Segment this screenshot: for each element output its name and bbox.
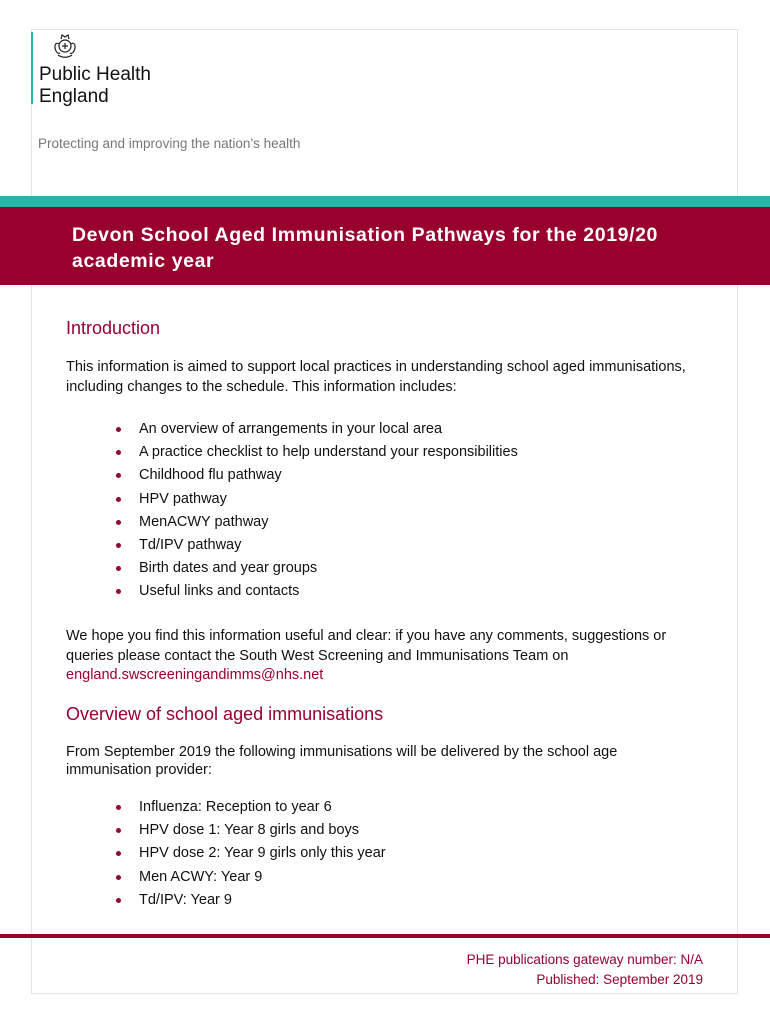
list-item: Td/IPV: Year 9 — [66, 889, 386, 912]
list-item: HPV pathway — [66, 488, 518, 511]
list-item: Childhood flu pathway — [66, 464, 518, 487]
org-name-line-2: England — [39, 86, 109, 107]
logo-accent-rule — [31, 32, 33, 104]
list-item: Men ACWY: Year 9 — [66, 866, 386, 889]
list-item: HPV dose 2: Year 9 girls only this year — [66, 842, 386, 865]
list-item: A practice checklist to help understand your responsibilities — [66, 441, 518, 464]
list-item: Birth dates and year groups — [66, 557, 518, 580]
contact-email-link[interactable]: england.swscreeningandimms@nhs.net — [66, 667, 324, 683]
introduction-list — [66, 418, 518, 604]
gateway-number: PHE publications gateway number: N/A — [466, 952, 703, 967]
list-item: Useful links and contacts — [66, 580, 518, 603]
list-item: Td/IPV pathway — [66, 534, 518, 557]
organisation-name — [39, 64, 151, 108]
list-item: An overview of arrangements in your local area — [66, 418, 518, 441]
overview-heading: Overview of school aged immunisations — [66, 704, 384, 724]
tagline: Protecting and improving the nation’s health — [38, 136, 301, 151]
teal-accent-bar — [0, 196, 770, 207]
list-item: Influenza: Reception to year 6 — [66, 796, 386, 819]
introduction-heading: Introduction — [66, 318, 161, 338]
royal-crest-icon — [50, 31, 80, 59]
overview-text: From September 2019 the following immunisations will be delivered by the school age immunisation provider: — [66, 744, 618, 778]
introduction-text: This information is aimed to support local practices in understanding school aged immunisations, including changes to the schedule. This information includes: — [66, 359, 686, 395]
footer — [467, 950, 703, 990]
list-item: HPV dose 1: Year 8 girls and boys — [66, 819, 386, 842]
closing-text: We hope you find this information useful and clear: if you have any comments, suggestions or queries please contact the South West Screening and Immunisations Team on — [66, 628, 667, 664]
published-date: Published: September 2019 — [536, 972, 703, 987]
list-item: MenACWY pathway — [66, 511, 518, 534]
overview-list — [66, 796, 386, 912]
org-name-line-1: Public Health — [39, 64, 151, 85]
footer-rule — [0, 934, 770, 938]
closing-paragraph — [66, 627, 716, 686]
document-title: Devon School Aged Immunisation Pathways for the 2019/20 academic year — [72, 224, 658, 272]
